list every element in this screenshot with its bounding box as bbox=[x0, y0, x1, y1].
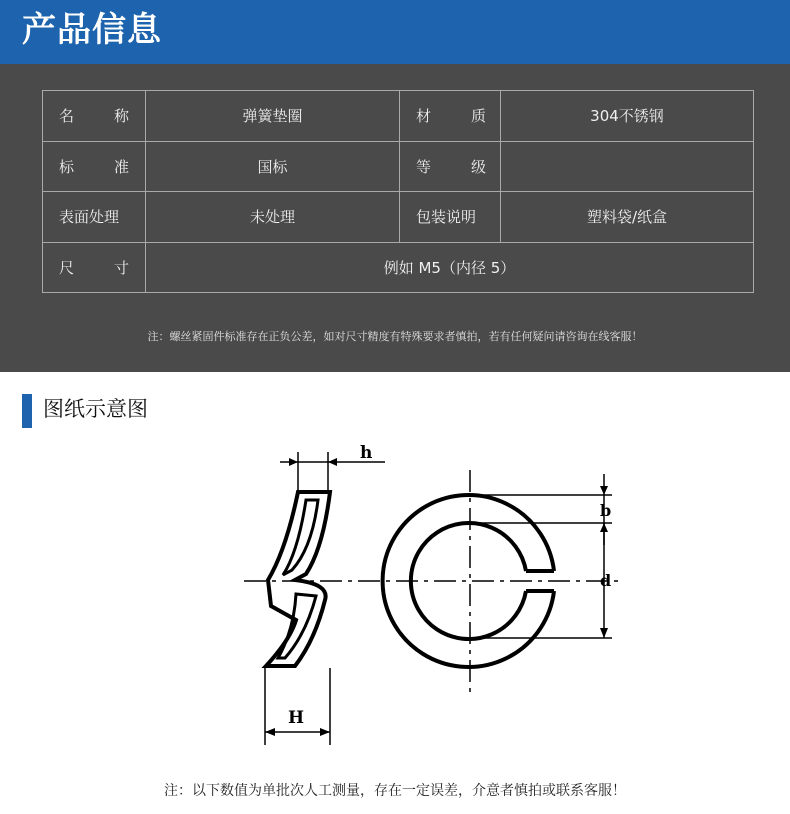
label-surface: 表面处理 bbox=[43, 192, 146, 243]
table-row bbox=[43, 141, 754, 192]
label-material: 材 质 bbox=[400, 91, 501, 142]
table-row bbox=[43, 91, 754, 142]
label-H: H bbox=[288, 708, 305, 728]
d-arrow bbox=[600, 628, 608, 638]
section-accent-bar bbox=[22, 394, 32, 428]
washer-drawing bbox=[0, 430, 790, 760]
label-grade: 等 级 bbox=[400, 141, 501, 192]
table-row bbox=[43, 242, 754, 293]
header-banner bbox=[0, 0, 790, 64]
label-size: 尺 寸 bbox=[43, 242, 146, 293]
value-packaging: 塑料袋/纸盒 bbox=[501, 192, 754, 243]
label-b: b bbox=[600, 501, 612, 520]
label-h: h bbox=[360, 443, 373, 463]
spec-panel bbox=[0, 64, 790, 372]
value-name: 弹簧垫圈 bbox=[146, 91, 400, 142]
label-packaging: 包装说明 bbox=[400, 192, 501, 243]
value-material: 304不锈钢 bbox=[501, 91, 754, 142]
value-size: 例如 M5（内径 5） bbox=[146, 242, 754, 293]
ring-inner-arc bbox=[411, 523, 526, 639]
table-row bbox=[43, 192, 754, 243]
value-standard: 国标 bbox=[146, 141, 400, 192]
label-d: d bbox=[600, 571, 612, 590]
label-standard: 标 准 bbox=[43, 141, 146, 192]
section-title: 图纸示意图 bbox=[43, 397, 148, 421]
label-name: 名 称 bbox=[43, 91, 146, 142]
tolerance-note: 注：螺丝紧固件标准存在正负公差，如对尺寸精度有特殊要求者慎拍，若有任何疑问请咨询在线客服！ bbox=[147, 330, 643, 343]
page-title: 产品信息 bbox=[22, 10, 162, 50]
spec-table bbox=[42, 90, 754, 293]
value-surface: 未处理 bbox=[146, 192, 400, 243]
value-grade bbox=[501, 141, 754, 192]
side-view-inner-lower bbox=[278, 594, 316, 658]
measurement-note: 注：以下数值为单批次人工测量，存在一定误差，介意者慎拍或联系客服！ bbox=[164, 783, 626, 799]
